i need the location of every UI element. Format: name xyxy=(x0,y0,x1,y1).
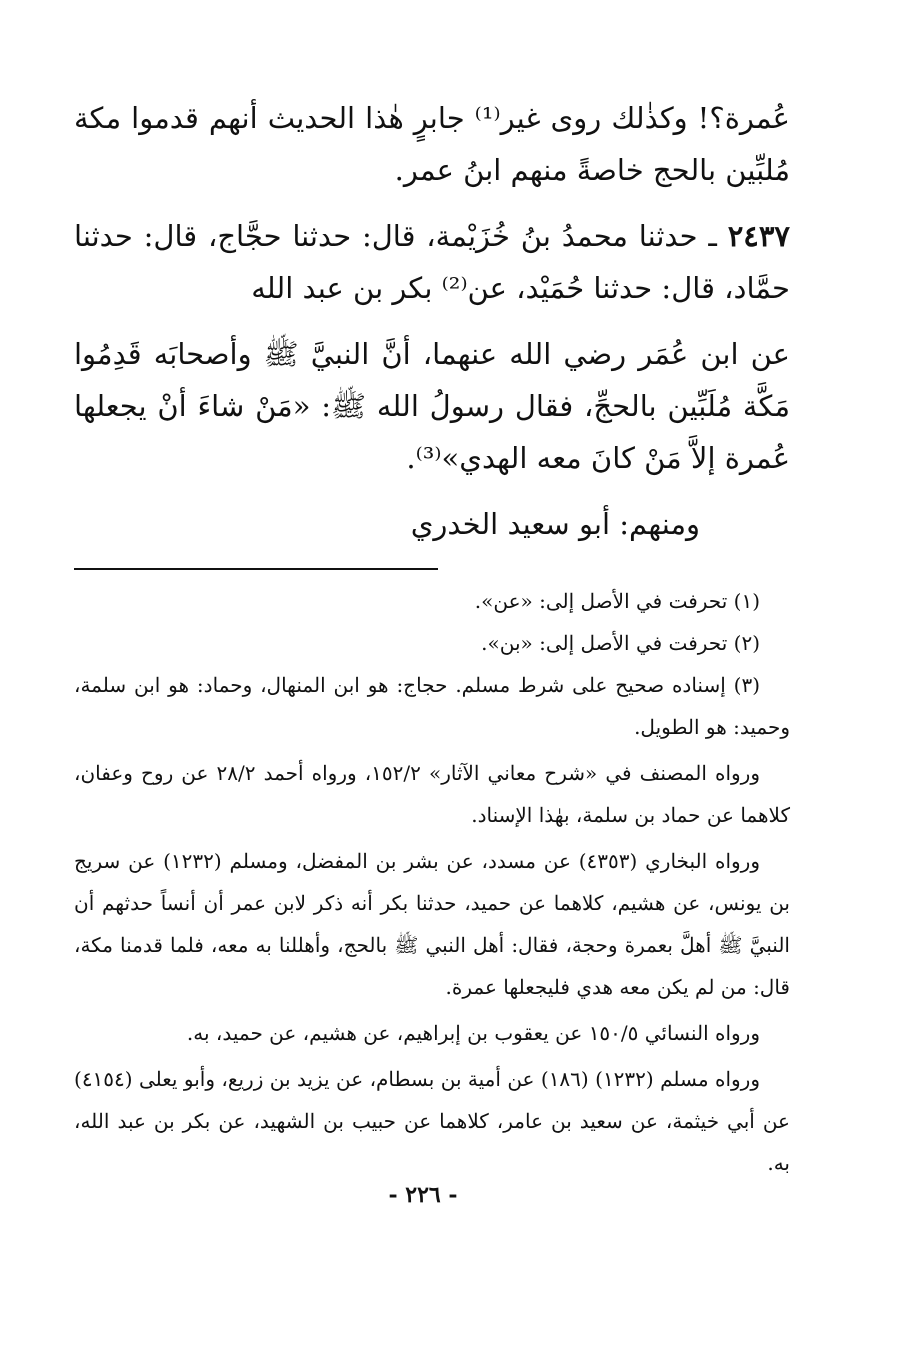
footnote-3-continuation: ورواه النسائي ١٥٠/٥ عن يعقوب بن إبراهيم، عن هشيم، عن حميد، به. xyxy=(186,1021,760,1045)
hadith-number: ٢٤٣٧ xyxy=(727,219,790,253)
hadith-paragraph xyxy=(74,210,790,314)
hadith-isnad: ـ حدثنا محمدُ بنُ خُزَيْمة، قال: حدثنا حجَّاج، قال: حدثنا حمَّاد، قال: حدثنا حُمَيْد، عن⁽²⁾ بكر بن عبد الله xyxy=(74,219,790,305)
hadith-matn: عن ابن عُمَر رضي الله عنهما، أنَّ النبيَّ ﷺ وأصحابَه قَدِمُوا مَكَّة مُلَبِّين بالحجِّ، فقال رسولُ الله ﷺ: «مَنْ شاءَ أنْ يجعلها عُمرة إلاَّ مَنْ كانَ معه الهدي»⁽³⁾. xyxy=(74,337,790,475)
footnotes xyxy=(74,580,790,1184)
footnote-3-continuation: ورواه مسلم (١٢٣٢) (١٨٦) عن أمية بن بسطام، عن يزيد بن زريع، وأبو يعلى (٤١٥٤) عن أبي خيثمة، عن سعيد بن عامر، كلاهما عن حبيب بن الشهيد، عن بكر بن عبد الله، به. xyxy=(74,1067,790,1175)
footnote-separator-wrap xyxy=(74,568,790,570)
footnote-3-continuation: ورواه البخاري (٤٣٥٣) عن مسدد، عن بشر بن المفضل، ومسلم (١٢٣٢) عن سريج بن يونس، عن هشيم، كلاهما عن حميد، حدثنا بكر أنه ذكر لابن عمر أن أنساً حدثهم أن النبيَّ ﷺ أهلَّ بعمرة وحجة، فقال: أهل النبي ﷺ بالحج، وأهللنا به معه، فلما قدمنا مكة، قال: من لم يكن معه هدي فليجعلها عمرة. xyxy=(74,849,790,999)
footnote-2: (٢) تحرفت في الأصل إلى: «بن». xyxy=(481,631,760,655)
footnote-3-continuation: ورواه المصنف في «شرح معاني الآثار» ١٥٢/٢، ورواه أحمد ٢٨/٢ عن روح وعفان، كلاهما عن حماد بن سلمة، بهٰذا الإسناد. xyxy=(74,761,790,827)
footnote-separator xyxy=(74,568,438,570)
main-text xyxy=(74,92,790,484)
page-number: - ٢٢٦ - xyxy=(388,1182,458,1208)
book-page xyxy=(74,92,790,1184)
footnote-3: (٣) إسناده صحيح على شرط مسلم. حجاج: هو ابن المنهال، وحماد: هو ابن سلمة، وحميد: هو الطويل. xyxy=(74,673,790,739)
section-heading: ومنهم: أبو سعيد الخدري xyxy=(410,507,700,541)
paragraph-continuation: عُمرة؟! وكذٰلك روى غير⁽¹⁾ جابرٍ هٰذا الحديث أنهم قدموا مكة مُلبِّين بالحج خاصةً منهم ابنُ عمر. xyxy=(74,101,790,187)
footnote-1: (١) تحرفت في الأصل إلى: «عن». xyxy=(474,589,760,613)
